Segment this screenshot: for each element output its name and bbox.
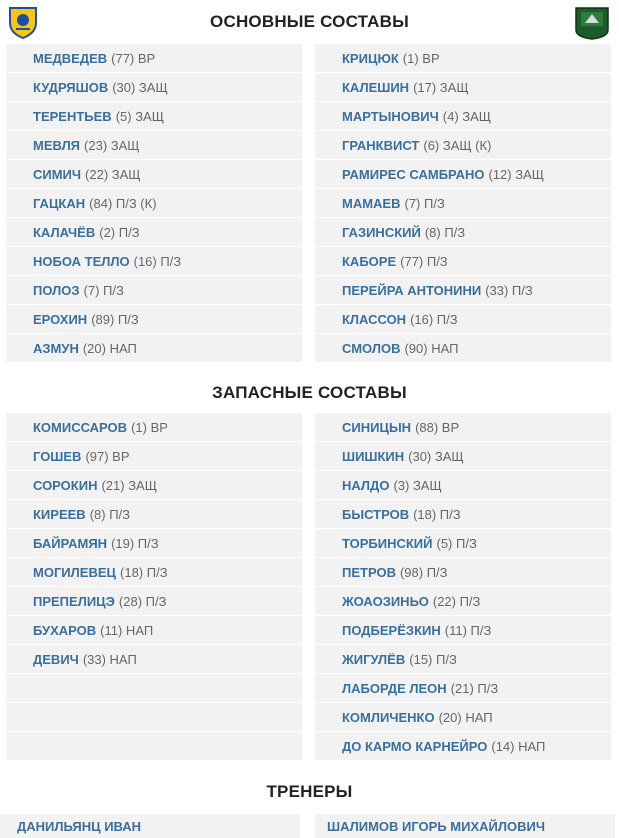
player-number-position: (16) П/З [410, 311, 458, 327]
player-name-link[interactable]: СМОЛОВ [342, 340, 401, 356]
player-row [6, 189, 302, 217]
player-name-link[interactable]: СИМИЧ [33, 166, 82, 182]
player-name-link[interactable]: МАРТЫНОВИЧ [342, 108, 439, 124]
player-name-link[interactable]: ЖИГУЛЁВ [342, 651, 406, 667]
player-row [6, 276, 302, 304]
player-row [6, 587, 302, 615]
player-name-link[interactable]: МАМАЕВ [342, 195, 401, 211]
player-name-link[interactable]: ТОРБИНСКИЙ [342, 535, 433, 551]
player-number-position: (97) ВР [85, 448, 130, 464]
player-name-link[interactable]: КОМЛИЧЕНКО [342, 709, 435, 725]
player-number-position: (1) ВР [131, 419, 168, 435]
player-number-position: (17) ЗАЩ [413, 79, 469, 95]
player-number-position: (12) ЗАЩ [488, 166, 544, 182]
player-number-position: (3) ЗАЩ [393, 477, 442, 493]
player-name-link[interactable]: ЖОАОЗИНЬО [342, 593, 429, 609]
player-number-position: (14) НАП [491, 738, 546, 754]
player-row [315, 703, 611, 731]
player-row [6, 218, 302, 246]
player-name-link[interactable]: МЕДВЕДЕВ [33, 50, 108, 66]
player-row [6, 131, 302, 159]
player-number-position: (33) П/З [485, 282, 533, 298]
home-coach-name[interactable]: ДАНИЛЬЯНЦ ИВАН [17, 818, 142, 834]
player-number-position: (19) П/З [111, 535, 159, 551]
player-number-position: (11) П/З [444, 622, 492, 638]
player-name-link[interactable]: ДЕВИЧ [33, 651, 79, 667]
player-name-link[interactable]: ГАЗИНСКИЙ [342, 224, 421, 240]
player-name-link[interactable]: ПРЕПЕЛИЦЭ [33, 593, 115, 609]
player-row [6, 413, 302, 441]
player-name-link[interactable]: КАБОРЕ [342, 253, 397, 269]
player-number-position: (18) П/З [413, 506, 461, 522]
player-number-position: (8) П/З [89, 506, 130, 522]
empty-row [6, 732, 302, 760]
player-row [315, 131, 611, 159]
player-name-link[interactable]: БЫСТРОВ [342, 506, 410, 522]
away-coach[interactable] [315, 814, 615, 838]
player-row [6, 471, 302, 499]
player-number-position: (11) НАП [100, 622, 154, 638]
player-row [315, 529, 611, 557]
player-name-link[interactable]: СОРОКИН [33, 477, 98, 493]
player-row [315, 73, 611, 101]
away-starting-list [315, 44, 611, 363]
player-number-position: (22) ЗАЩ [85, 166, 141, 182]
player-number-position: (15) П/З [409, 651, 457, 667]
player-number-position: (98) П/З [399, 564, 448, 580]
player-number-position: (20) НАП [82, 340, 137, 356]
player-number-position: (8) П/З [424, 224, 466, 240]
player-row [315, 732, 611, 760]
player-name-link[interactable]: ПЕТРОВ [342, 564, 396, 580]
player-number-position: (28) П/З [118, 593, 167, 609]
player-number-position: (30) ЗАЩ [112, 79, 168, 95]
player-name-link[interactable]: МЕВЛЯ [33, 137, 81, 153]
coaches-heading: ТРЕНЕРЫ [266, 782, 353, 801]
player-number-position: (7) П/З [404, 195, 445, 211]
player-name-link[interactable]: ПОДБЕРЁЗКИН [342, 622, 441, 638]
player-name-link[interactable]: КЛАССОН [342, 311, 407, 327]
home-starting-list [6, 44, 302, 363]
player-row [315, 674, 611, 702]
player-number-position: (20) НАП [438, 709, 493, 725]
player-row [315, 218, 611, 246]
player-row [315, 645, 611, 673]
starting-lineups-heading: ОСНОВНЫЕ СОСТАВЫ [210, 12, 409, 31]
player-row [315, 160, 611, 188]
player-number-position: (23) ЗАЩ [84, 137, 140, 153]
player-name-link[interactable]: БАЙРАМЯН [33, 535, 108, 551]
player-row [315, 276, 611, 304]
player-name-link[interactable]: ПЕРЕЙРА АНТОНИНИ [342, 282, 482, 298]
player-name-link[interactable]: СИНИЦЫН [342, 419, 412, 435]
player-name-link[interactable]: МОГИЛЕВЕЦ [33, 564, 117, 580]
player-row [6, 102, 302, 130]
player-name-link[interactable]: БУХАРОВ [33, 622, 97, 638]
player-number-position: (77) ВР [111, 50, 156, 66]
empty-row [6, 674, 302, 702]
player-number-position: (5) П/З [436, 535, 477, 551]
player-row [6, 442, 302, 470]
player-name-link[interactable]: ШИШКИН [342, 448, 405, 464]
player-number-position: (77) П/З [400, 253, 448, 269]
away-coach-name[interactable]: ШАЛИМОВ ИГОРЬ МИХАЙЛОВИЧ [327, 818, 545, 834]
player-name-link[interactable]: ЛАБОРДЕ ЛЕОН [342, 680, 447, 696]
player-row [6, 160, 302, 188]
substitutes-heading: ЗАПАСНЫЕ СОСТАВЫ [212, 383, 407, 402]
player-row [315, 500, 611, 528]
player-number-position: (2) П/З [99, 224, 140, 240]
player-row [315, 189, 611, 217]
player-number-position: (7) П/З [83, 282, 124, 298]
player-number-position: (89) П/З [91, 311, 139, 327]
player-number-position: (88) ВР [415, 419, 460, 435]
player-name-link[interactable]: ДО КАРМО КАРНЕЙРО [342, 738, 488, 754]
player-row [315, 102, 611, 130]
player-number-position: (21) ЗАЩ [101, 477, 157, 493]
home-coach[interactable] [0, 814, 300, 838]
player-row [315, 413, 611, 441]
player-number-position: (21) П/З [450, 680, 499, 696]
player-number-position: (30) ЗАЩ [408, 448, 464, 464]
player-name-link[interactable]: ПОЛОЗ [33, 282, 80, 298]
player-number-position: (6) ЗАЩ (К) [423, 137, 492, 153]
player-row [6, 529, 302, 557]
empty-row [6, 703, 302, 731]
player-row [315, 442, 611, 470]
player-row [315, 471, 611, 499]
player-row [6, 44, 302, 72]
player-row [6, 558, 302, 586]
player-row [6, 73, 302, 101]
player-row [315, 44, 611, 72]
home-subs-list [6, 413, 302, 761]
player-number-position: (18) П/З [120, 564, 168, 580]
away-subs-list [315, 413, 611, 761]
player-number-position: (84) П/З (К) [89, 195, 157, 211]
player-number-position: (22) П/З [432, 593, 481, 609]
player-name-link[interactable]: КУДРЯШОВ [33, 79, 109, 95]
player-row [6, 305, 302, 333]
player-name-link[interactable]: ТЕРЕНТЬЕВ [33, 108, 112, 124]
player-name-link[interactable]: ГАЦКАН [33, 195, 86, 211]
player-row [6, 247, 302, 275]
player-number-position: (90) НАП [404, 340, 459, 356]
player-number-position: (1) ВР [402, 50, 440, 66]
player-name-link[interactable]: РАМИРЕС САМБРАНО [342, 166, 485, 182]
player-row [6, 616, 302, 644]
player-row [315, 616, 611, 644]
player-row [315, 558, 611, 586]
player-name-link[interactable]: КАЛЕШИН [342, 79, 410, 95]
player-row [6, 334, 302, 362]
player-name-link[interactable]: ЕРОХИН [33, 311, 88, 327]
player-name-link[interactable]: КРИЦЮК [342, 50, 399, 66]
player-name-link[interactable]: ГРАНКВИСТ [342, 137, 420, 153]
player-row [315, 334, 611, 362]
player-row [315, 247, 611, 275]
player-row [315, 587, 611, 615]
player-name-link[interactable]: АЗМУН [33, 340, 79, 356]
player-number-position: (16) П/З [133, 253, 182, 269]
player-number-position: (5) ЗАЩ [115, 108, 164, 124]
player-name-link[interactable]: КАЛАЧЁВ [33, 224, 96, 240]
player-name-link[interactable]: КОМИССАРОВ [33, 419, 128, 435]
player-name-link[interactable]: НОБОА ТЕЛЛО [33, 253, 130, 269]
player-row [315, 305, 611, 333]
player-row [6, 645, 302, 673]
player-name-link[interactable]: КИРЕЕВ [33, 506, 86, 522]
player-number-position: (33) НАП [82, 651, 137, 667]
player-name-link[interactable]: НАЛДО [342, 477, 390, 493]
player-name-link[interactable]: ГОШЕВ [33, 448, 82, 464]
player-row [6, 500, 302, 528]
player-number-position: (4) ЗАЩ [442, 108, 491, 124]
